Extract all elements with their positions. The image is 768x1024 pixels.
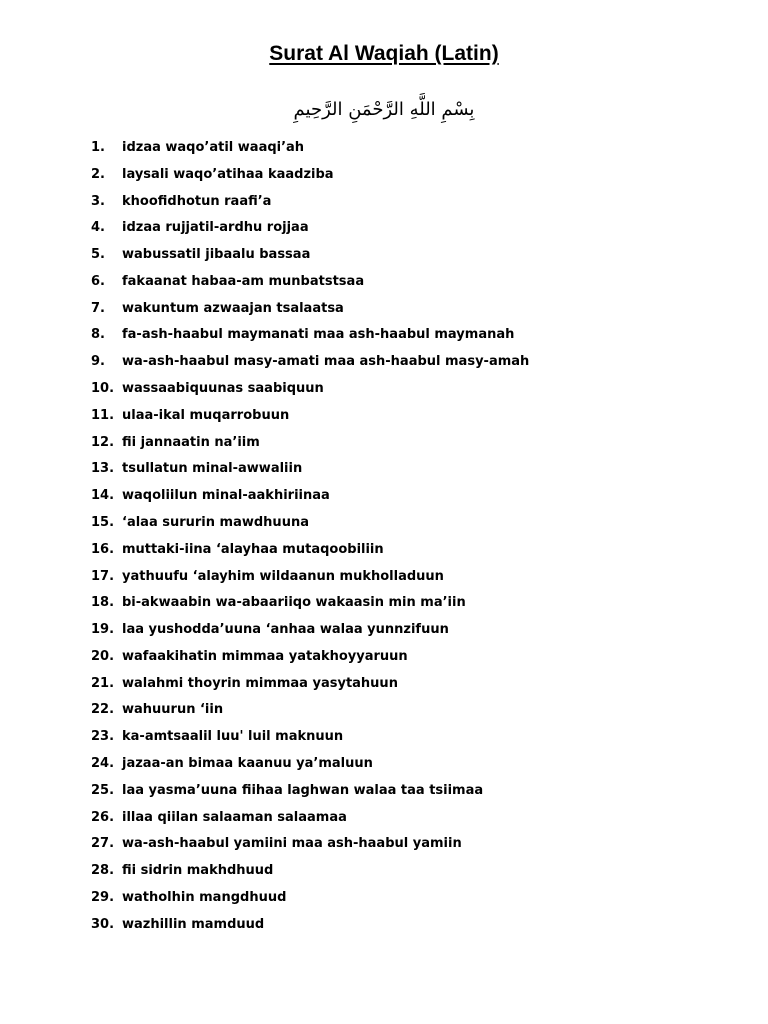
verse-text: ka-amtsaalil luu' luil maknuun bbox=[122, 729, 344, 745]
verse-item bbox=[0, 269, 768, 296]
verse-item bbox=[0, 858, 768, 885]
verse-number: 13. bbox=[91, 461, 115, 477]
verse-item bbox=[0, 751, 768, 778]
verse-item bbox=[0, 885, 768, 912]
verse-item bbox=[0, 805, 768, 832]
verse-number: 26. bbox=[91, 809, 115, 825]
verse-item bbox=[0, 349, 768, 376]
verse-number: 22. bbox=[91, 702, 115, 718]
verse-item bbox=[0, 135, 768, 162]
verse-number: 24. bbox=[91, 755, 115, 771]
verse-number: 25. bbox=[91, 782, 115, 798]
verse-text: ‘alaa sururin mawdhuuna bbox=[122, 514, 309, 530]
verse-text: illaa qiilan salaaman salaamaa bbox=[122, 809, 347, 825]
verse-number: 19. bbox=[91, 622, 115, 638]
verse-item bbox=[0, 296, 768, 323]
verse-number: 5. bbox=[91, 247, 105, 263]
verse-text: idzaa waqo’atil waaqi’ah bbox=[122, 140, 305, 155]
verse-text: wa-ash-haabul masy-amati maa ash-haabul masy-amah bbox=[122, 354, 530, 370]
verse-text: wafaakihatin mimmaa yatakhoyyaruun bbox=[122, 648, 408, 664]
verse-item bbox=[0, 778, 768, 805]
verse-text: wassaabiquunas saabiquun bbox=[122, 381, 324, 397]
verse-text: muttaki-iina ‘alayhaa mutaqoobiliin bbox=[122, 541, 384, 557]
verse-text: fii jannaatin na’iim bbox=[122, 434, 260, 450]
verse-item bbox=[0, 510, 768, 537]
verse-number: 10. bbox=[91, 381, 115, 397]
verse-text: waqoliilun minal-aakhiriinaa bbox=[122, 488, 330, 504]
bismillah-heading: بِسْمِ اللَّهِ الرَّحْمَنِ الرَّحِيمِ bbox=[293, 99, 475, 120]
verse-text: watholhin mangdhuud bbox=[122, 889, 287, 905]
verse-item bbox=[0, 215, 768, 242]
verse-item bbox=[0, 456, 768, 483]
verse-number: 6. bbox=[91, 273, 105, 289]
verse-text: fii sidrin makhdhuud bbox=[122, 863, 274, 879]
verse-text: fa-ash-haabul maymanati maa ash-haabul maymanah bbox=[122, 327, 515, 343]
verse-item bbox=[0, 644, 768, 671]
verse-number: 9. bbox=[91, 354, 105, 370]
verse-number: 8. bbox=[91, 327, 105, 343]
page-title: Surat Al Waqiah (Latin) bbox=[269, 42, 499, 65]
verse-text: jazaa-an bimaa kaanuu ya’maluun bbox=[122, 755, 373, 771]
verse-number: 2. bbox=[91, 166, 105, 182]
verse-item bbox=[0, 617, 768, 644]
verse-text: wabussatil jibaalu bassaa bbox=[122, 247, 311, 263]
verse-number: 29. bbox=[91, 889, 115, 905]
verse-item bbox=[0, 912, 768, 939]
verse-number: 11. bbox=[91, 407, 115, 423]
verse-number: 14. bbox=[91, 488, 115, 504]
verse-text: laa yasma’uuna fiihaa laghwan walaa taa tsiimaa bbox=[122, 782, 484, 798]
verse-item bbox=[0, 242, 768, 269]
verse-number: 27. bbox=[91, 836, 115, 852]
verse-text: wahuurun ‘iin bbox=[122, 702, 224, 718]
verse-text: wazhillin mamduud bbox=[122, 916, 265, 932]
verse-number: 15. bbox=[91, 514, 115, 530]
verse-number: 23. bbox=[91, 729, 115, 745]
verse-number: 20. bbox=[91, 648, 115, 664]
verse-number: 28. bbox=[91, 863, 115, 879]
verse-item bbox=[0, 189, 768, 216]
verse-number: 1. bbox=[91, 140, 105, 155]
verse-number: 17. bbox=[91, 568, 115, 584]
verse-number: 21. bbox=[91, 675, 115, 691]
verse-item bbox=[0, 697, 768, 724]
verse-text: bi-akwaabin wa-abaariiqo wakaasin min ma’iin bbox=[122, 595, 466, 611]
verse-number: 16. bbox=[91, 541, 115, 557]
verse-number: 7. bbox=[91, 300, 105, 316]
verse-text: idzaa rujjatil-ardhu rojjaa bbox=[122, 220, 309, 236]
verse-text: yathuufu ‘alayhim wildaanun mukholladuun bbox=[122, 568, 444, 584]
verse-text: fakaanat habaa-am munbatstsaa bbox=[122, 273, 365, 289]
verse-text: tsullatun minal-awwaliin bbox=[122, 461, 303, 477]
verse-item bbox=[0, 483, 768, 510]
verse-text: wa-ash-haabul yamiini maa ash-haabul yamiin bbox=[122, 836, 462, 852]
verse-item bbox=[0, 162, 768, 189]
verse-item bbox=[0, 671, 768, 698]
verse-item bbox=[0, 724, 768, 751]
verse-text: laa yushodda’uuna ‘anhaa walaa yunnzifuun bbox=[122, 622, 449, 638]
verse-item bbox=[0, 376, 768, 403]
verse-item bbox=[0, 831, 768, 858]
verse-number: 12. bbox=[91, 434, 115, 450]
verse-item bbox=[0, 537, 768, 564]
verse-text: laysali waqo’atihaa kaadziba bbox=[122, 166, 334, 182]
verse-item bbox=[0, 403, 768, 430]
verse-number: 3. bbox=[91, 193, 105, 209]
verse-item bbox=[0, 564, 768, 591]
verse-item bbox=[0, 322, 768, 349]
verse-item bbox=[0, 590, 768, 617]
verse-number: 18. bbox=[91, 595, 115, 611]
verse-text: khoofidhotun raafi’a bbox=[122, 193, 272, 209]
verse-text: walahmi thoyrin mimmaa yasytahuun bbox=[122, 675, 398, 691]
verse-list bbox=[0, 135, 768, 938]
verse-number: 4. bbox=[91, 220, 105, 236]
verse-item bbox=[0, 430, 768, 457]
verse-number: 30. bbox=[91, 916, 115, 932]
verse-text: ulaa-ikal muqarrobuun bbox=[122, 407, 290, 423]
verse-text: wakuntum azwaajan tsalaatsa bbox=[122, 300, 344, 316]
